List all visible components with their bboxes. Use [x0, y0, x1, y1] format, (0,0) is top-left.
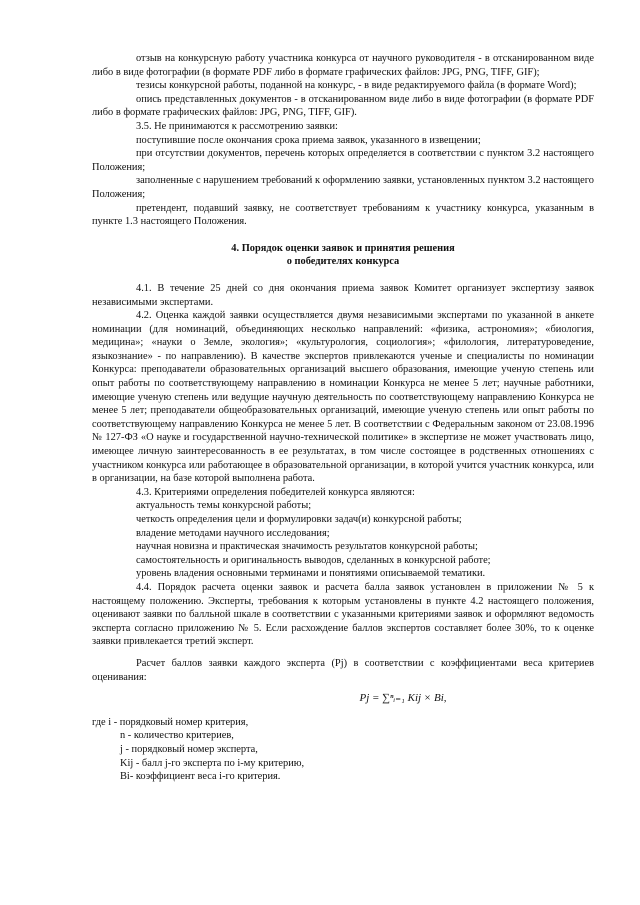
criterion-item: четкость определения цели и формулировки задач(и) конкурсной работы; [136, 514, 462, 525]
calculation-intro: Расчет баллов заявки каждого эксперта (Pj) в соответствии с коэффициентами веса критериев оценивания: [92, 657, 594, 683]
list-item-violations: заполненные с нарушением требований к оформлению заявки, установленных пунктом 3.2 настоящего Положения; [92, 175, 594, 200]
list-item-not-eligible: претендент, подавший заявку, не соответствует требованиям к участнику конкурса, указанным в пункте 1.3 настоящего Положения. [92, 202, 594, 228]
clause-4-2: 4.2. Оценка каждой заявки осуществляется двумя независимыми экспертами по указанной в анкете номинации (для номинаций, объединяющих несколько направлений: «физика, астрономия»; «биология, медицина»; «науки о Земле, экология»; «культурология, социология»; «филология, литературоведение, языкознание» - по направлению). В качестве экспертов привлекаются ученые и специалисты по номинации Конкурса: преподаватели образовательных организаций высшего образования, имеющие ученую степень или опыт работы по соответствующему направлению в номинации Конкурса не менее 5 лет; научные работники, имеющие ученую степень или ведущие научную деятельность по соответствующему направлению Конкурса не менее 5 лет; преподаватели общеобразовательных организаций, имеющие ученую степень или опыт работы по соответствующему направлению Конкурса не менее 5 лет. В соответствии с Федеральным законом от 23.08.1996 № 127-ФЗ «О науке и государственной научно-технической политике» в экспертизе не может участвовать лицо, имеющее личную заинтересованность в ее результатах, в том числе состоящее в родственных отношениях с участником конкурса или работающее в образовательной организации, в которой учится участник конкурса, или в организации, на базе которой выполнена работа. [92, 310, 594, 485]
paragraph-inventory: опись представленных документов - в отсканированном виде либо в виде фотографии (в формате PDF либо в формате графических файлов: JPG, PNG, TIFF, GIF). [92, 93, 594, 119]
definition-i: где i - порядковый номер критерия, [92, 716, 249, 728]
criterion-item: актуальность темы конкурсной работы; [136, 500, 312, 512]
definition-j: j - порядковый номер эксперта, [120, 743, 258, 755]
paragraph-review: отзыв на конкурсную работу участника конкурса от научного руководителя - в отсканированном виде либо в виде фотографии (в формате PDF либо в формате графических файлов: JPG, PNG, TIFF, GIF); [92, 53, 594, 78]
section-title-line2: о победителях конкурса [286, 256, 400, 268]
criterion-item: самостоятельность и оригинальность выводов, сделанных в конкурсной работе; [136, 554, 491, 566]
criterion-item: уровень владения основными терминами и понятиями описываемой тематики. [136, 568, 486, 580]
section-title-line1: 4. Порядок оценки заявок и принятия решения [231, 242, 455, 254]
score-formula: Pj = ∑ⁿᵢ₌₁ Kij × Bi, [359, 692, 447, 705]
criterion-item: научная новизна и практическая значимость результатов конкурсной работы; [136, 541, 478, 553]
paragraph-theses: тезисы конкурсной работы, поданной на конкурс, - в виде редактируемого файла (в формате Word); [136, 80, 577, 92]
clause-4-3: 4.3. Критериями определения победителей конкурса являются: [136, 486, 415, 498]
clause-3-5: 3.5. Не принимаются к рассмотрению заявки: [136, 120, 338, 132]
criterion-item: владение методами научного исследования; [136, 527, 330, 539]
definition-kij: Kij - балл j-го эксперта по i-му критерию, [120, 757, 305, 769]
list-item-missing-docs: при отсутствии документов, перечень которых определяется в соответствии с пунктом 3.2 настоящего Положения; [92, 148, 594, 173]
definition-n: n - количество критериев, [120, 730, 234, 742]
list-item-late: поступившие после окончания срока приема заявок, указанного в извещении; [136, 134, 481, 146]
clause-4-1: 4.1. В течение 25 дней со дня окончания приема заявок Комитет организует экспертизу заявок независимыми экспертами. [92, 282, 594, 308]
definition-bi: Bi- коэффициент веса i-го критерия. [120, 771, 281, 783]
formula-definitions [92, 716, 594, 784]
clause-4-4: 4.4. Порядок расчета оценки заявок и расчета балла заявок установлен в приложении № 5 к настоящему положению. Эксперты, требования к которым установлены в пункте 4.2 настоящего положения, оценивают заявки по балльной шкале в соответствии с указанными критериями заявок и оформляют ведомость эксперта согласно приложению № 5. Если расхождение баллов экспертов составляет более 30%, то к оценке заявки привлекается третий эксперт. [92, 581, 594, 648]
